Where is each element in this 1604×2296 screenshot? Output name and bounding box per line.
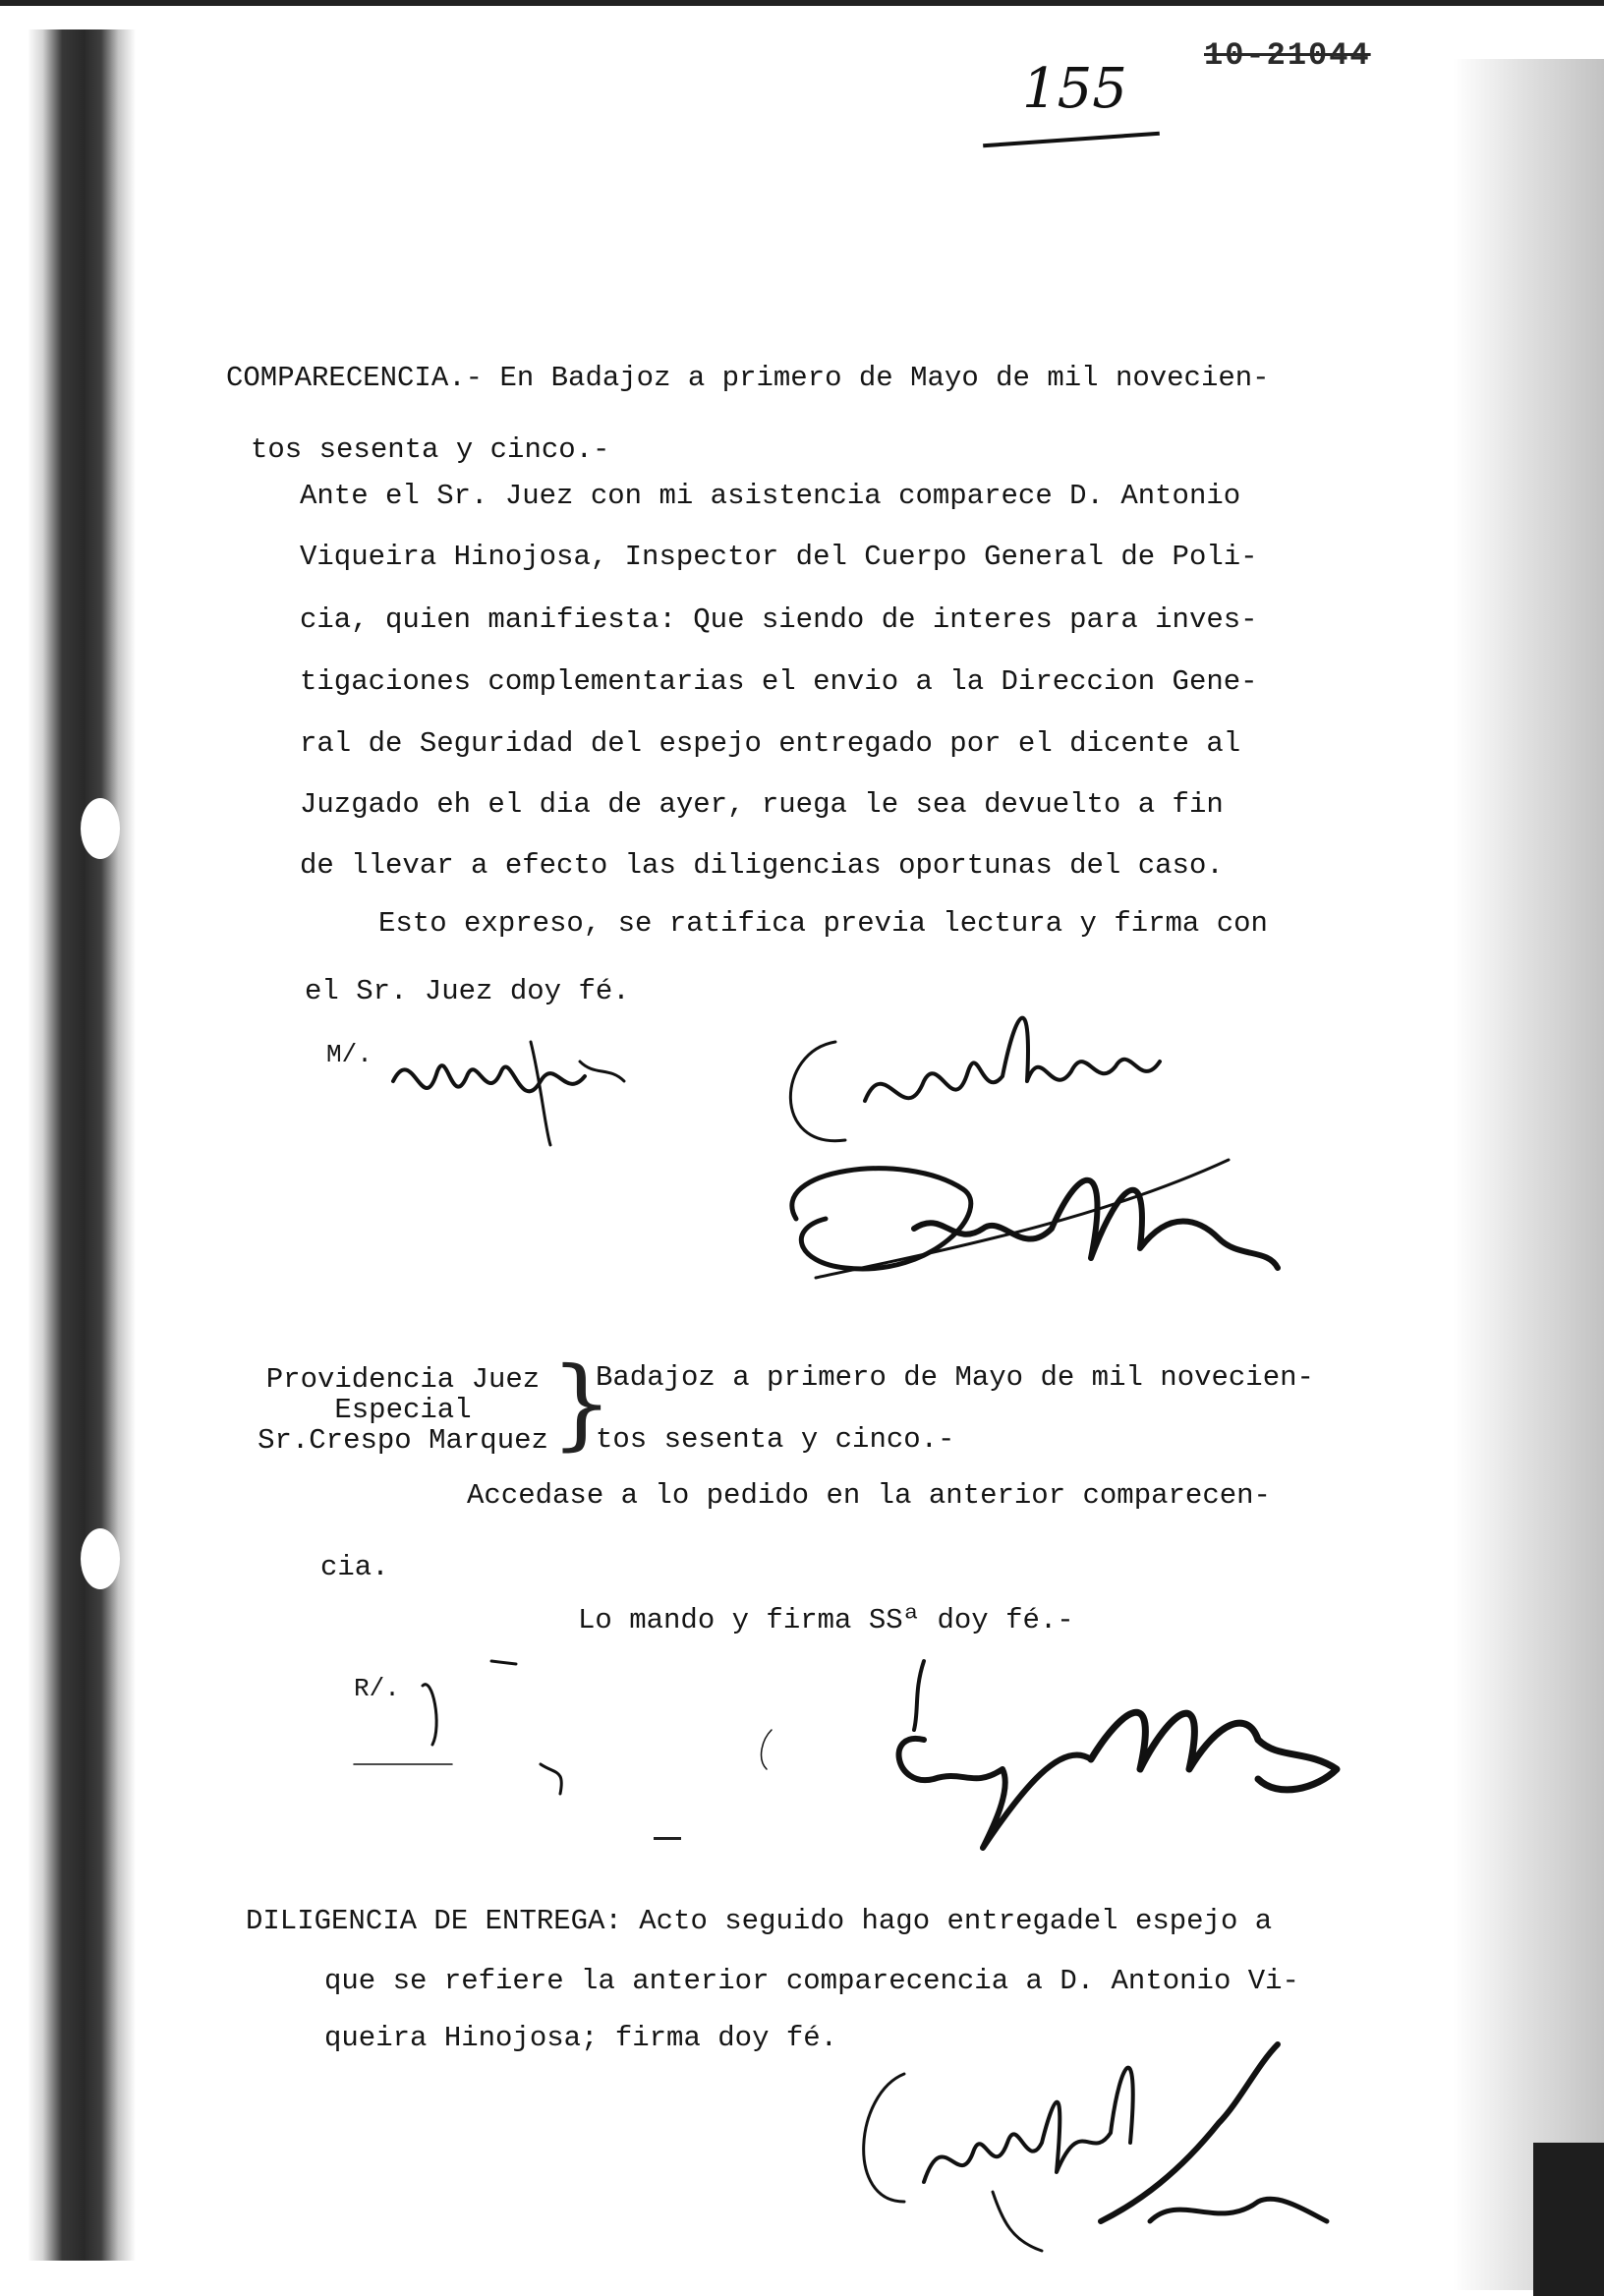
brace-mark: } <box>550 1346 613 1461</box>
comparecencia-line: el Sr. Juez doy fé. <box>305 975 630 1007</box>
diligencia-line: que se refiere la anterior comparecencia a D. Antonio Vi- <box>324 1965 1299 1997</box>
providencia-side-label <box>236 1364 570 1456</box>
providencia-line: Lo mando y firma SSª doy fé.- <box>578 1604 1074 1636</box>
archive-stamp-number: 10-21044 <box>1204 37 1371 74</box>
binding-hole <box>81 798 120 859</box>
comparecencia-line: tigaciones complementarias el envio a la Direccion Gene- <box>300 665 1258 698</box>
folio-underline <box>983 132 1160 148</box>
comparecencia-line: Juzgado eh el dia de ayer, ruega le sea devuelto a fin <box>300 788 1224 821</box>
signature-initial <box>413 1656 590 1794</box>
comparecencia-line: tos sesenta y cinco.- <box>251 433 610 466</box>
comparecencia-line: Ante el Sr. Juez con mi asistencia comparece D. Antonio <box>300 480 1241 512</box>
signature-judge <box>747 1651 1356 1867</box>
side-label-line: Especial <box>334 1394 472 1426</box>
signature-initial <box>383 1022 639 1150</box>
comparecencia-line: COMPARECENCIA.- En Badajoz a primero de Mayo de mil novecien- <box>226 362 1270 394</box>
comparecencia-line: de llevar a efecto las diligencias oportunas del caso. <box>300 849 1224 882</box>
signature-inspector-delivery <box>845 2025 1376 2270</box>
binding-hole <box>81 1528 120 1589</box>
binding-strip <box>28 29 136 2261</box>
comparecencia-line: Esto expreso, se ratifica previa lectura y firma con <box>378 907 1268 940</box>
diligencia-line: queira Hinojosa; firma doy fé. <box>324 2022 838 2054</box>
comparecencia-line: cia, quien manifiesta: Que siendo de interes para inves- <box>300 603 1258 636</box>
initial-mark: M/. <box>326 1040 372 1069</box>
page-top-border <box>0 0 1604 6</box>
page-edge-shadow <box>1453 59 1604 2290</box>
initial-mark: R/. <box>354 1674 400 1703</box>
providencia-line: cia. <box>320 1551 389 1583</box>
providencia-line: Badajoz a primero de Mayo de mil novecien- <box>596 1361 1314 1394</box>
comparecencia-line: ral de Seguridad del espejo entregado por el dicente al <box>300 727 1241 760</box>
side-label-line: Providencia Juez <box>265 1363 541 1396</box>
side-label-line: Sr.Crespo Marquez <box>258 1424 548 1457</box>
signature-inspector <box>757 983 1288 1307</box>
folio-number: 155 <box>1022 57 1127 121</box>
corner-mark <box>1533 2143 1604 2296</box>
providencia-line: Accedase a lo pedido en la anterior comparecen- <box>467 1479 1271 1512</box>
comparecencia-line: Viqueira Hinojosa, Inspector del Cuerpo General de Poli- <box>300 541 1258 573</box>
dash-mark <box>654 1837 681 1840</box>
providencia-line: tos sesenta y cinco.- <box>596 1423 955 1456</box>
diligencia-line: DILIGENCIA DE ENTREGA: Acto seguido hago entregadel espejo a <box>246 1905 1273 1937</box>
